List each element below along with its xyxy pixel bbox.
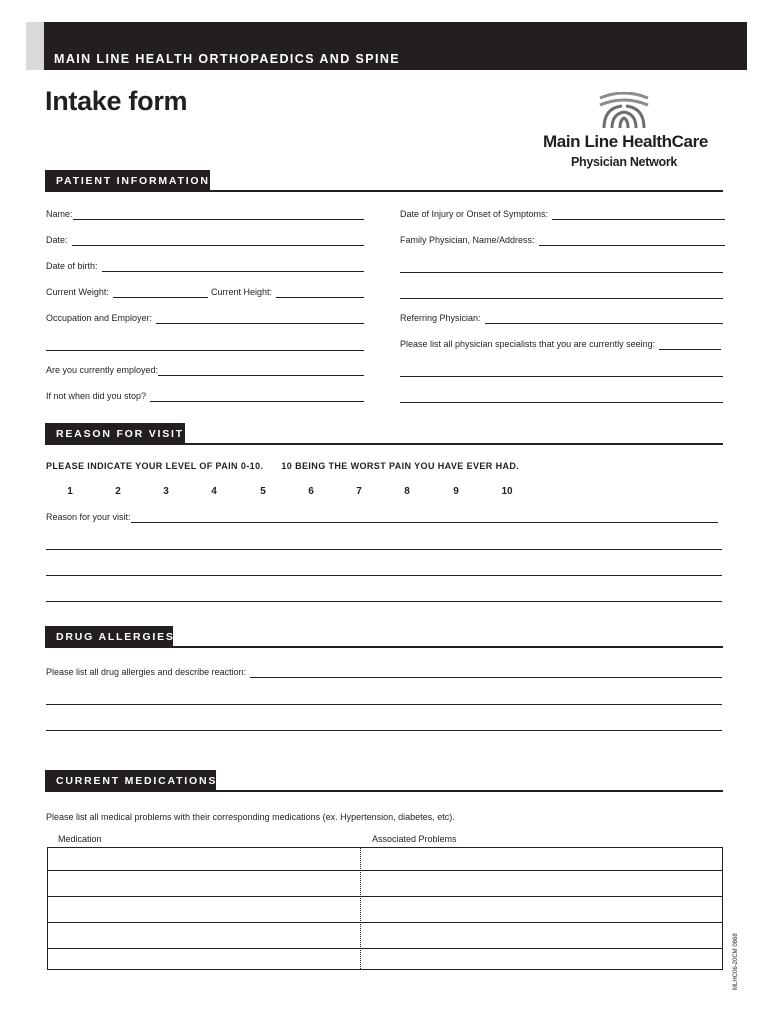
stopped-field[interactable] [46, 391, 364, 402]
reason-line-3[interactable] [46, 574, 722, 576]
dob-label: Date of birth: [46, 261, 98, 271]
height-field[interactable] [211, 287, 364, 298]
allergies-field[interactable] [46, 667, 722, 678]
referring-physician-label: Referring Physician: [400, 313, 481, 323]
section-drug-allergies: DRUG ALLERGIES [45, 626, 173, 648]
weight-field[interactable] [46, 287, 208, 298]
banner-edge [26, 22, 44, 70]
form-title: Intake form [45, 86, 188, 116]
occupation-label: Occupation and Employer: [46, 313, 153, 323]
pain-option-5[interactable]: 5 [260, 486, 266, 497]
family-physician-field[interactable] [400, 235, 725, 246]
table-row[interactable] [48, 947, 722, 949]
pain-prompt-b: 10 BEING THE WORST PAIN YOU HAVE EVER HAD. [281, 461, 520, 471]
employed-label: Are you currently employed: [46, 365, 159, 375]
table-row[interactable] [48, 895, 722, 897]
reason-line-2[interactable] [46, 548, 722, 550]
pain-option-1[interactable]: 1 [67, 486, 73, 497]
height-label: Current Height: [211, 287, 273, 297]
pain-option-6[interactable]: 6 [308, 486, 314, 497]
section-reason-for-visit: REASON FOR VISIT [45, 423, 185, 445]
pain-option-10[interactable]: 10 [501, 486, 513, 497]
stopped-label: If not when did you stop? [46, 391, 147, 401]
name-label: Name: [46, 209, 73, 219]
weight-label: Current Weight: [46, 287, 109, 297]
logo-line-1: Main Line HealthCare [543, 132, 708, 151]
org-name: MAIN LINE HEALTH ORTHOPAEDICS AND SPINE [54, 52, 401, 66]
employed-field[interactable] [46, 365, 364, 376]
occupation-line-2[interactable] [46, 349, 364, 351]
date-label: Date: [46, 235, 68, 245]
section-rule [173, 646, 723, 648]
column-associated-problems: Associated Problems [372, 834, 457, 844]
family-physician-label: Family Physician, Name/Address: [400, 235, 535, 245]
table-column-divider [360, 848, 361, 969]
section-rule [216, 790, 723, 792]
dob-field[interactable] [46, 261, 364, 272]
family-physician-line-3[interactable] [400, 297, 723, 299]
specialists-line-3[interactable] [400, 401, 723, 403]
medications-prompt: Please list all medical problems with their corresponding medications (ex. Hypertension, diabetes, etc). [46, 812, 455, 822]
pain-option-8[interactable]: 8 [404, 486, 410, 497]
specialists-label: Please list all physician specialists that you are currently seeing: [400, 339, 656, 349]
section-patient-information: PATIENT INFORMATION [45, 170, 210, 192]
pain-prompt-a: PLEASE INDICATE YOUR LEVEL OF PAIN 0-10. [46, 461, 264, 471]
pain-option-9[interactable]: 9 [453, 486, 459, 497]
injury-date-label: Date of Injury or Onset of Symptoms: [400, 209, 549, 219]
top-banner [26, 22, 747, 70]
bridge-arches-icon [598, 92, 650, 130]
specialists-line-2[interactable] [400, 375, 723, 377]
logo-line-2: Physician Network [571, 155, 678, 169]
pain-prompt [46, 461, 537, 471]
table-row[interactable] [48, 921, 722, 923]
allergies-label: Please list all drug allergies and describe reaction: [46, 667, 247, 677]
allergies-line-3[interactable] [46, 729, 722, 731]
allergies-line-2[interactable] [46, 703, 722, 705]
section-current-medications: CURRENT MEDICATIONS [45, 770, 216, 792]
section-rule [210, 190, 723, 192]
pain-option-4[interactable]: 4 [211, 486, 217, 497]
injury-date-field[interactable] [400, 209, 725, 220]
pain-option-7[interactable]: 7 [356, 486, 362, 497]
section-rule [185, 443, 723, 445]
date-field[interactable] [46, 235, 364, 246]
form-code: MLHC06-20CM 0868 [733, 933, 739, 990]
pain-option-3[interactable]: 3 [163, 486, 169, 497]
column-medication: Medication [58, 834, 102, 844]
occupation-field[interactable] [46, 313, 364, 324]
table-row[interactable] [48, 869, 722, 871]
reason-line-4[interactable] [46, 600, 722, 602]
reason-field[interactable] [46, 512, 718, 523]
referring-physician-field[interactable] [400, 313, 723, 324]
medications-table [47, 847, 723, 970]
name-field[interactable] [46, 209, 364, 220]
pain-option-2[interactable]: 2 [115, 486, 121, 497]
family-physician-line-2[interactable] [400, 271, 723, 273]
reason-label: Reason for your visit: [46, 512, 131, 522]
specialists-field[interactable] [400, 339, 721, 350]
